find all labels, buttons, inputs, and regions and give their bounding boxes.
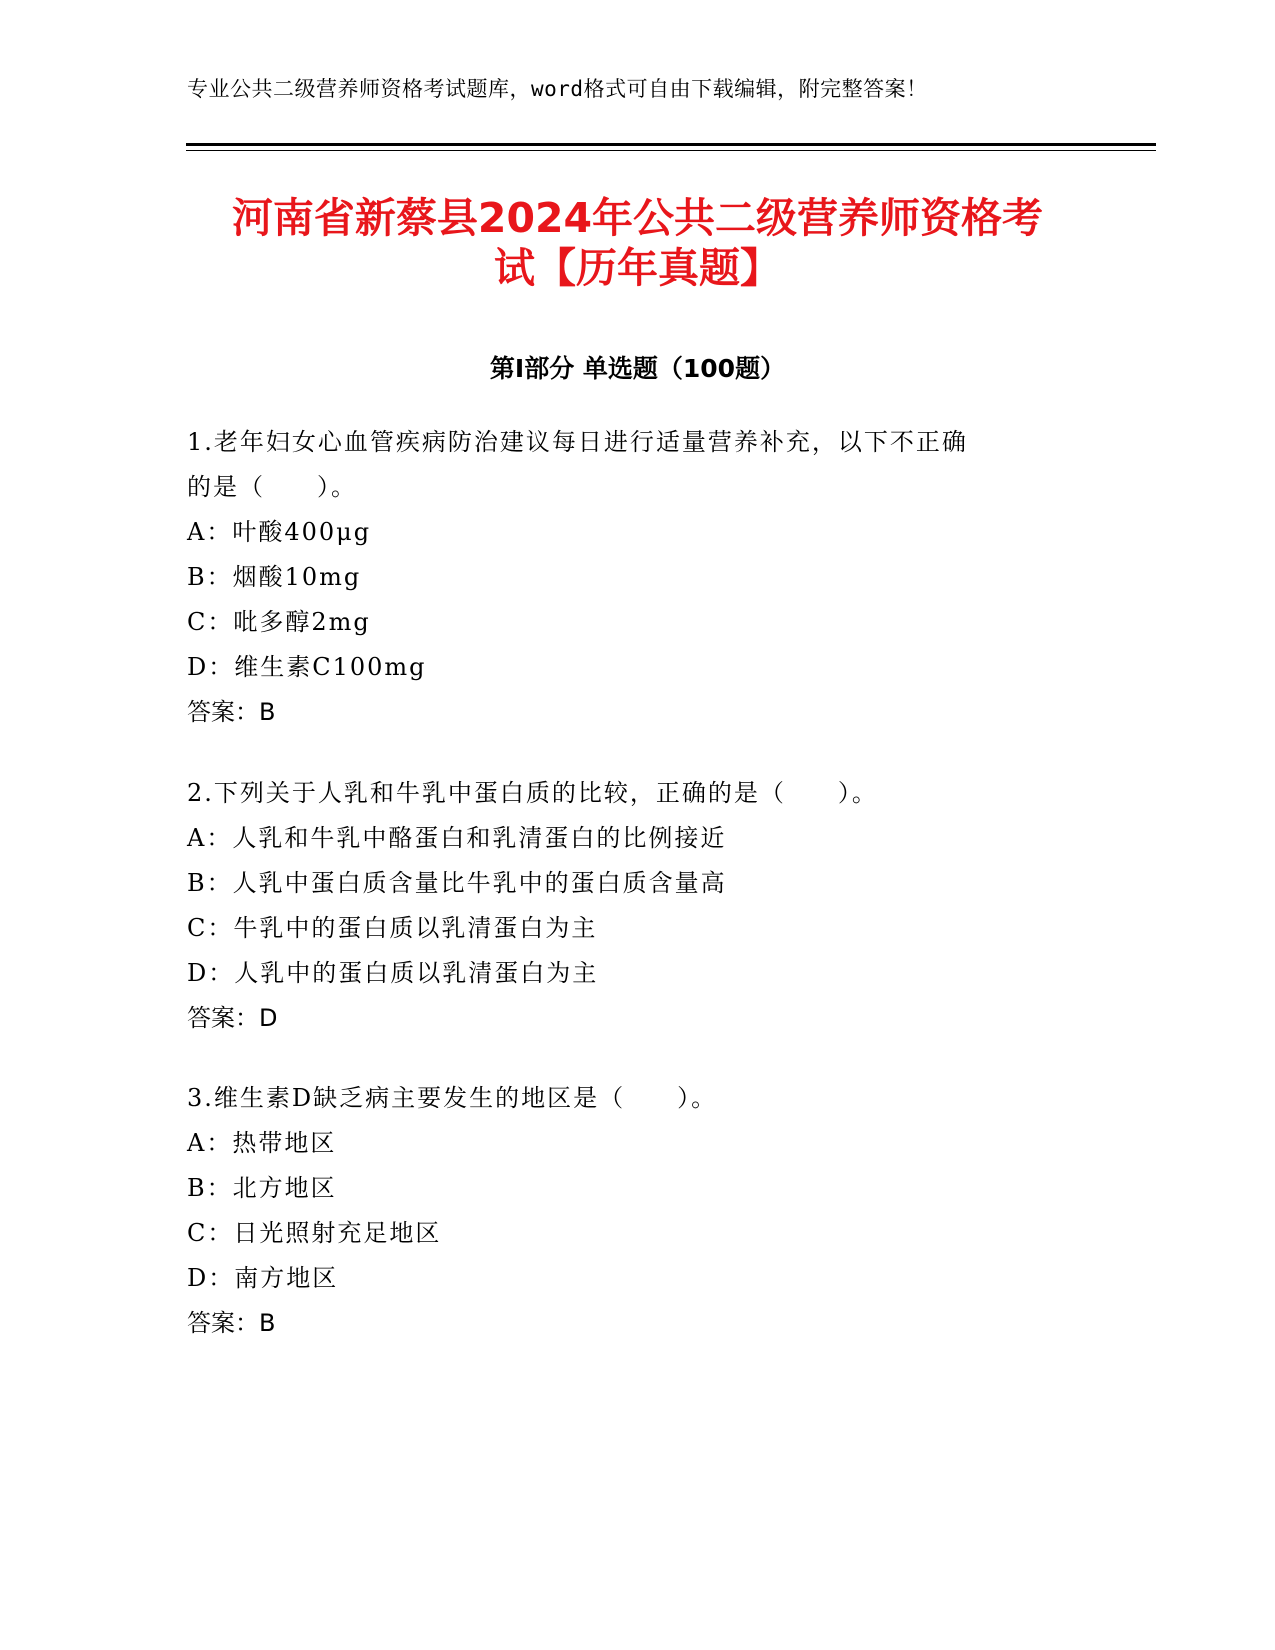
answer: 答案：D [187,1004,278,1032]
question-1 [187,420,1087,735]
option-c: C：日光照射充足地区 [187,1219,442,1247]
page-header: 专业公共二级营养师资格考试题库，word格式可自由下载编辑，附完整答案！ [187,77,928,101]
option-a: A：人乳和牛乳中酪蛋白和乳清蛋白的比例接近 [187,824,727,852]
question-3 [187,1076,1087,1346]
header-rule-thin [186,150,1156,151]
question-stem: 1.老年妇女心血管疾病防治建议每日进行适量营养补充，以下不正确 [187,428,968,456]
option-d: D：南方地区 [187,1264,339,1292]
answer: 答案：B [187,1309,276,1337]
option-b: B：人乳中蛋白质含量比牛乳中的蛋白质含量高 [187,869,727,897]
header-rule-thick [186,143,1156,146]
option-d: D：人乳中的蛋白质以乳清蛋白为主 [187,959,599,987]
option-c: C：牛乳中的蛋白质以乳清蛋白为主 [187,914,598,942]
option-b: B：北方地区 [187,1174,337,1202]
question-stem: 2.下列关于人乳和牛乳中蛋白质的比较，正确的是（ ）。 [187,779,878,807]
option-d: D：维生素C100mg [187,653,427,681]
document-title-line-2: 试【历年真题】 [494,244,781,292]
question-stem: 3.维生素D缺乏病主要发生的地区是（ ）。 [187,1084,718,1112]
document-title-line-1: 河南省新蔡县2024年公共二级营养师资格考 [231,194,1044,242]
option-a: A：热带地区 [187,1129,337,1157]
option-c: C：吡多醇2mg [187,608,371,636]
option-b: B：烟酸10mg [187,563,362,591]
answer: 答案：B [187,698,276,726]
question-2 [187,771,1087,1041]
document-title [160,193,1115,293]
section-title: 第Ⅰ部分 单选题（100题） [489,354,786,383]
question-stem-continued: 的是（ ）。 [187,473,357,501]
option-a: A：叶酸400μg [187,518,372,546]
